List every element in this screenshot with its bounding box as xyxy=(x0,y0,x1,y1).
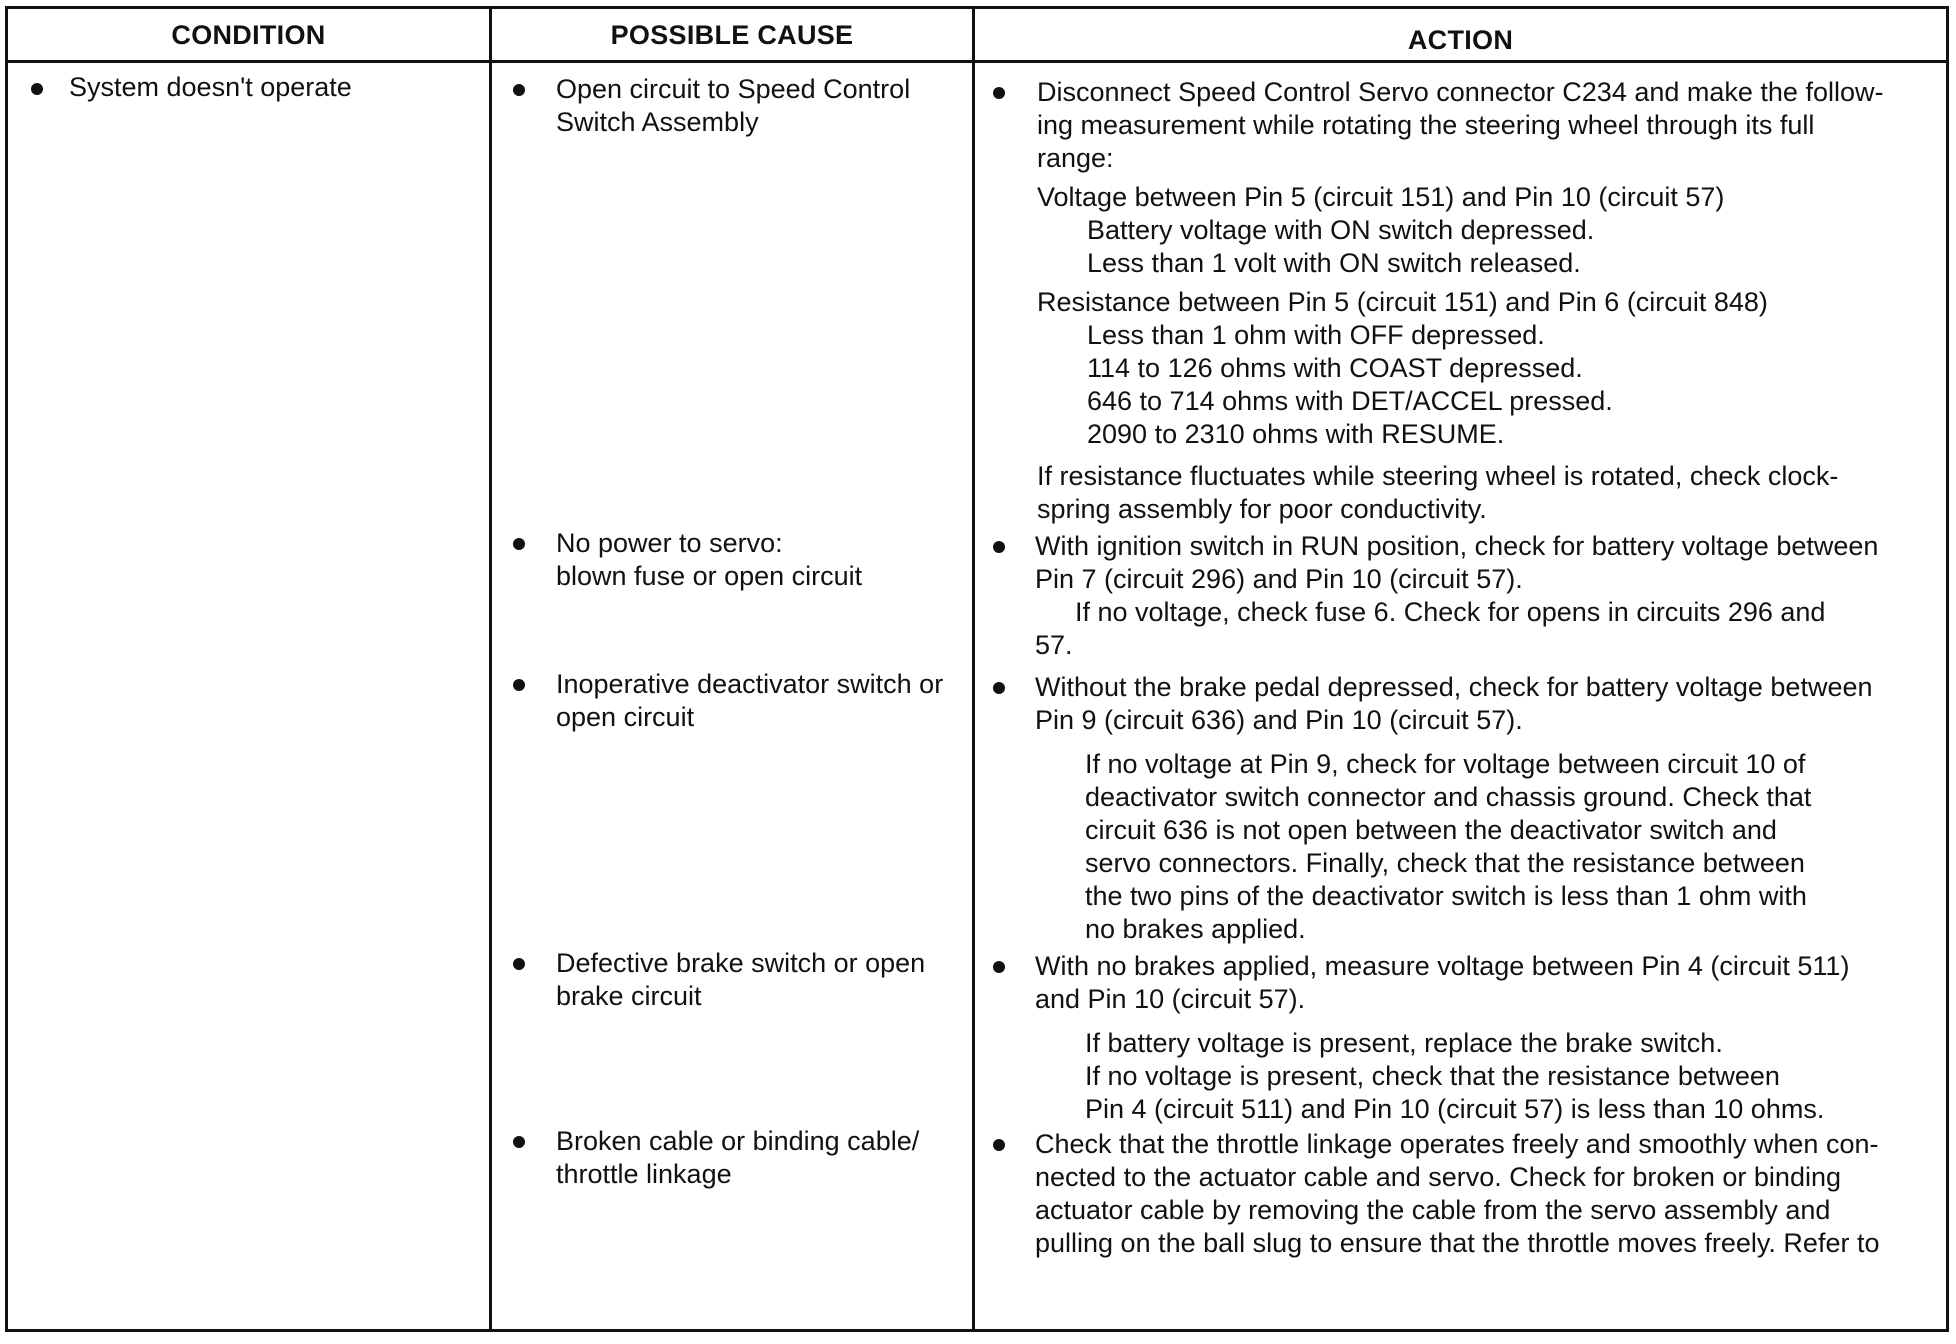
cause-2-line-2: blown fuse or open circuit xyxy=(556,561,863,591)
action-3-note-line: circuit 636 is not open between the deactivator switch and xyxy=(1085,815,1777,845)
action-3-note-line: deactivator switch connector and chassis ground. Check that xyxy=(1085,782,1812,812)
action-4-line-1: With no brakes applied, measure voltage between Pin 4 (circuit 511) xyxy=(1035,951,1850,981)
cause-4-line-1: Defective brake switch or open xyxy=(556,948,926,978)
action-3-note-line: the two pins of the deactivator switch is less than 1 ohm with xyxy=(1085,881,1807,911)
resistance-item: Less than 1 ohm with OFF depressed. xyxy=(1087,320,1545,350)
action-4-note-line: Pin 4 (circuit 511) and Pin 10 (circuit 57) is less than 10 ohms. xyxy=(1085,1094,1825,1124)
resistance-heading: Resistance between Pin 5 (circuit 151) and Pin 6 (circuit 848) xyxy=(1037,287,1768,317)
action-3-line-2: Pin 9 (circuit 636) and Pin 10 (circuit 57). xyxy=(1035,705,1523,735)
bullet-icon xyxy=(513,538,525,550)
action-3-note-line: servo connectors. Finally, check that the resistance between xyxy=(1085,848,1805,878)
column-divider-2 xyxy=(972,9,975,1329)
action-1-note-line-1: If resistance fluctuates while steering wheel is rotated, check clock- xyxy=(1037,461,1839,491)
action-5-line-1: Check that the throttle linkage operates freely and smoothly when con- xyxy=(1035,1129,1879,1159)
voltage-item: Less than 1 volt with ON switch released. xyxy=(1087,248,1581,278)
action-2-line-1: With ignition switch in RUN position, check for battery voltage between xyxy=(1035,531,1879,561)
header-action: ACTION xyxy=(1407,24,1514,55)
bullet-icon xyxy=(993,1139,1005,1151)
action-1-note-line-2: spring assembly for poor conductivity. xyxy=(1037,494,1487,524)
header-possible-cause: POSSIBLE CAUSE xyxy=(610,19,854,50)
header-condition: CONDITION xyxy=(171,19,326,50)
cause-4-line-2: brake circuit xyxy=(556,981,702,1011)
bullet-icon xyxy=(513,958,525,970)
voltage-heading: Voltage between Pin 5 (circuit 151) and Pin 10 (circuit 57) xyxy=(1037,182,1725,212)
cause-1-line-1: Open circuit to Speed Control xyxy=(556,74,911,104)
action-1-line-2: ing measurement while rotating the steering wheel through its full xyxy=(1037,110,1815,140)
cause-3-line-2: open circuit xyxy=(556,702,695,732)
bullet-icon xyxy=(993,87,1005,99)
resistance-item: 2090 to 2310 ohms with RESUME. xyxy=(1087,419,1505,449)
action-4-note-line: If battery voltage is present, replace the brake switch. xyxy=(1085,1028,1723,1058)
bullet-icon xyxy=(993,682,1005,694)
action-5-line-3: actuator cable by removing the cable from the servo assembly and xyxy=(1035,1195,1831,1225)
column-divider-1 xyxy=(489,9,492,1329)
action-3-note-line: If no voltage at Pin 9, check for voltage between circuit 10 of xyxy=(1085,749,1806,779)
action-3-note-line: no brakes applied. xyxy=(1085,914,1306,944)
bullet-icon xyxy=(513,84,525,96)
action-2-note-line-2: 57. xyxy=(1035,630,1073,660)
resistance-item: 646 to 714 ohms with DET/ACCEL pressed. xyxy=(1087,386,1613,416)
condition-text: System doesn't operate xyxy=(69,72,352,102)
action-2-line-2: Pin 7 (circuit 296) and Pin 10 (circuit 57). xyxy=(1035,564,1523,594)
resistance-item: 114 to 126 ohms with COAST depressed. xyxy=(1087,353,1583,383)
action-5-line-4: pulling on the ball slug to ensure that the throttle moves freely. Refer to xyxy=(1035,1228,1880,1258)
action-4-line-2: and Pin 10 (circuit 57). xyxy=(1035,984,1306,1014)
cause-5-line-1: Broken cable or binding cable/ xyxy=(556,1126,920,1156)
action-5-line-2: nected to the actuator cable and servo. Check for broken or binding xyxy=(1035,1162,1841,1192)
bullet-icon xyxy=(993,961,1005,973)
cause-1-line-2: Switch Assembly xyxy=(556,107,759,137)
action-1-line-1: Disconnect Speed Control Servo connector C234 and make the follow- xyxy=(1037,77,1884,107)
action-1-line-3: range: xyxy=(1037,143,1114,173)
cause-3-line-1: Inoperative deactivator switch or xyxy=(556,669,944,699)
cause-5-line-2: throttle linkage xyxy=(556,1159,732,1189)
bullet-icon xyxy=(513,679,525,691)
action-2-note-line-1: If no voltage, check fuse 6. Check for opens in circuits 296 and xyxy=(1075,597,1826,627)
cause-2-line-1: No power to servo: xyxy=(556,528,783,558)
action-4-note-line: If no voltage is present, check that the resistance between xyxy=(1085,1061,1780,1091)
action-3-line-1: Without the brake pedal depressed, check for battery voltage between xyxy=(1035,672,1873,702)
bullet-icon xyxy=(513,1136,525,1148)
bullet-icon xyxy=(993,541,1005,553)
bullet-icon xyxy=(31,83,43,95)
voltage-item: Battery voltage with ON switch depressed. xyxy=(1087,215,1595,245)
